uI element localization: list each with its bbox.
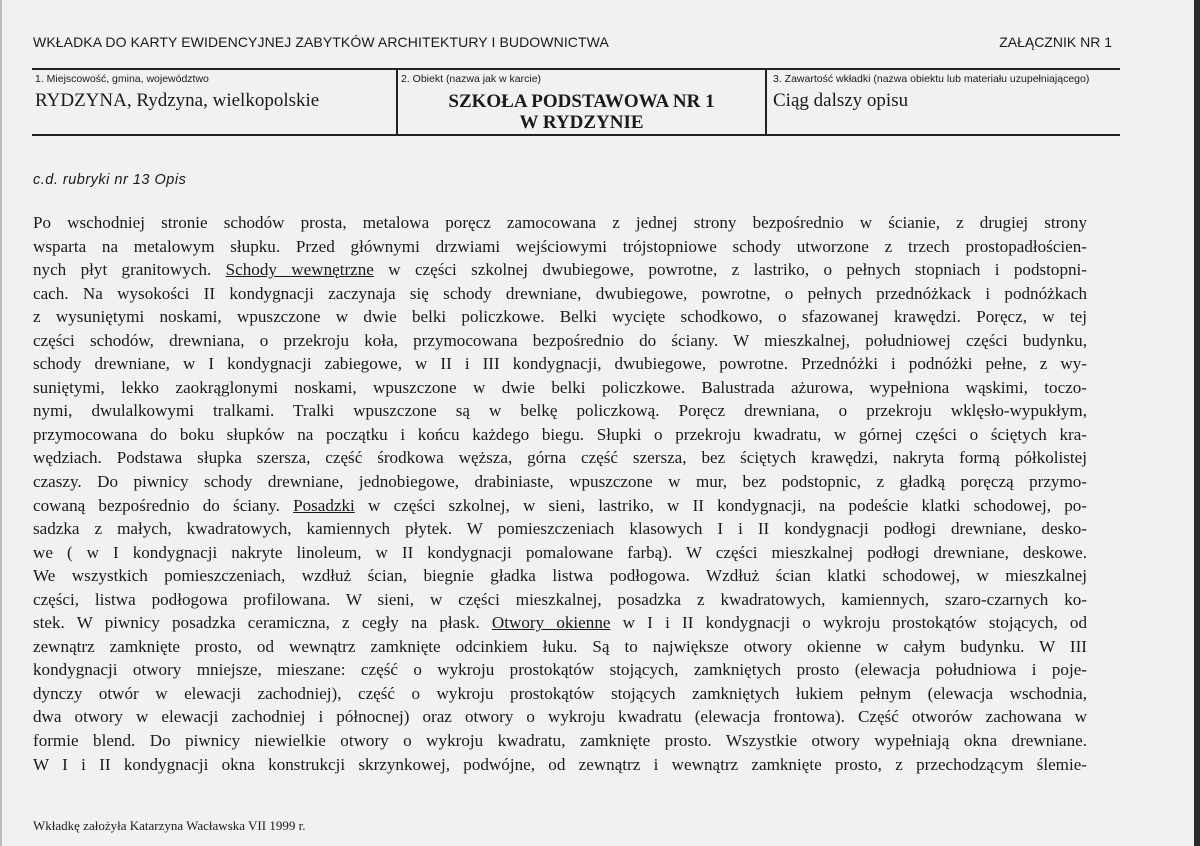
text-line: zewnątrz zamknięte prosto, od wewnątrz zamknięte odcinkiem łuku. Są to największe otwory okienne w całym budynku. W III bbox=[33, 636, 1087, 656]
text-line: dynczy otwór w elewacji zachodniej), część o wykroju prostokątów stojących zamkniętych łukiem pełnym (elewacja wschodnia, bbox=[33, 683, 1087, 703]
text-line: suniętymi, lekko zaokrąglonymi noskami, wpuszczone w dwie belki policzkowe. Balustrada ażurowa, wypełniona wąskimi, toczo- bbox=[33, 377, 1087, 397]
text-run: stek. W piwnicy posadzka ceramiczna, z cegły na płask. bbox=[33, 613, 492, 633]
author-footer: Wkładkę założyła Katarzyna Wacławska VII 1999 r. bbox=[33, 818, 306, 833]
text-run: nych płyt granitowych. bbox=[33, 260, 226, 280]
header-fields-table bbox=[32, 68, 1120, 136]
underlined-heading-windows: Otwory okienne bbox=[491, 613, 611, 633]
text-line: cach. Na wysokości II kondygnacji zaczynaja się schody drewniane, dwubiegowe, powrotne, o pełnych przednóżkack i podnóżkach bbox=[33, 283, 1087, 303]
field-location-value: RYDZYNA, Rydzyna, wielkopolskie bbox=[35, 90, 320, 111]
scan-edge-left bbox=[0, 0, 2, 846]
text-run: w części szkolnej, w sieni, lastriko, w II kondygnacji, na podeście klatki schodowej, po- bbox=[354, 495, 1087, 515]
document-title: WKŁADKA DO KARTY EWIDENCYJNEJ ZABYTKÓW ARCHITEKTURY I BUDOWNICTWA bbox=[33, 34, 609, 50]
text-line: części schodów, drewniana, o przekroju koła, przymocowana bezpośrednio do ściany. W mieszkalnej, południowej części budynku, bbox=[33, 330, 1087, 350]
text-run: cowaną bezpośrednio do ściany. bbox=[33, 495, 294, 515]
text-line bbox=[33, 494, 1087, 518]
field-object bbox=[396, 70, 765, 134]
text-line: W I i II kondygnacji okna konstrukcji skrzynkowej, podwójne, od zewnątrz i wewnątrz zamknięte prosto, z przechodzącym ślemie- bbox=[33, 754, 1087, 774]
field-object-value-line1: SZKOŁA PODSTAWOWA NR 1 bbox=[448, 91, 715, 112]
text-line bbox=[33, 258, 1087, 282]
underlined-heading-stairs: Schody wewnętrzne bbox=[225, 260, 374, 280]
text-line: z wysuniętymi noskami, wpuszczone w dwie belki policzkowe. Belki wycięte schodkowo, o sfazowanej krawędzi. Poręcz, w tej bbox=[33, 307, 1087, 327]
text-line: kondygnacji otwory mniejsze, mieszane: część o wykroju prostokątów stojących, zamkniętych prosto (elewacja południowa i poje- bbox=[33, 660, 1087, 680]
text-line: schody drewniane, w I kondygnacji zabiegowe, w II i III kondygnacji, dwubiegowe, powrotne. Przednóżki i podnóżki pełne, z wy- bbox=[33, 354, 1087, 374]
field-location-label: 1. Miejscowość, gmina, województwo bbox=[35, 73, 209, 85]
field-contents-label: 3. Zawartość wkładki (nazwa obiektu lub materiału uzupełniającego) bbox=[773, 73, 1090, 85]
field-contents-value: Ciąg dalszy opisu bbox=[773, 90, 909, 111]
text-line: czaszy. Do piwnicy schody drewniane, jednobiegowe, drabiniaste, wpuszczone w mur, bez podstopnic, z gładką poręczą przymo- bbox=[33, 472, 1087, 492]
text-run: w części szkolnej dwubiegowe, powrotne, z lastriko, o pełnych stopniach i podstopni- bbox=[373, 260, 1087, 280]
text-run: w I i II kondygnacji o wykroju prostokątów stojących, od bbox=[610, 613, 1088, 633]
description-body bbox=[33, 211, 1087, 776]
text-line: We wszystkich pomieszczeniach, wzdłuż ścian, biegnie gładka listwa podłogowa. Wzdłuż ścian klatki schodowej, w mieszkalnej bbox=[33, 566, 1087, 586]
scan-edge-right bbox=[1194, 0, 1200, 846]
text-line: formie blend. Do piwnicy niewielkie otwory o wykroju kwadratu, zamknięte prosto. Wszystkie otwory wypełniają okna drewniane. bbox=[33, 731, 1087, 751]
text-line bbox=[33, 611, 1087, 635]
continuation-note: c.d. rubryki nr 13 Opis bbox=[33, 172, 187, 188]
field-object-value-line2: W RYDZYNIE bbox=[519, 112, 644, 133]
field-location bbox=[32, 70, 396, 134]
text-line: wsparta na metalowym słupku. Przed głównymi drzwiami wejściowymi trójstopniowe schody utworzone z trzech prostopadłościen- bbox=[33, 236, 1087, 256]
text-line: dwa otwory w elewacji zachodniej i północnej) oraz otwory o wykroju kwadratu (elewacja frontowa). Część otworów zachowana w bbox=[33, 707, 1087, 727]
field-object-label: 2. Obiekt (nazwa jak w karcie) bbox=[401, 73, 542, 85]
text-line: Po wschodniej stronie schodów prosta, metalowa poręcz zamocowana z jednej strony bezpośrednio w ścianie, z drugiej strony bbox=[33, 213, 1087, 232]
text-line: części, listwa podłogowa profilowana. W sieni, w części mieszkalnej, posadzka z kwadratowych, kamiennych, szaro-czarnych ko- bbox=[33, 589, 1087, 609]
field-contents bbox=[765, 70, 1120, 134]
text-line: we ( w I kondygnacji nakryte linoleum, w II kondygnacji pomalowane farbą). W części mieszkalnej podłogi drewniane, deskowe. bbox=[33, 542, 1087, 562]
underlined-heading-floors: Posadzki bbox=[293, 495, 355, 515]
annex-number: ZAŁĄCZNIK NR 1 bbox=[999, 34, 1112, 50]
text-line: wędziach. Podstawa słupka szersza, część środkowa węższa, górna część szersza, bez ściętych krawędzi, nakryta formą półkolistej bbox=[33, 448, 1087, 468]
text-line: przymocowana do boku słupków na początku i końcu każdego biegu. Słupki o przekroju kwadratu, w górnej części o ściętych kra- bbox=[33, 424, 1087, 444]
text-line: nymi, dwulalkowymi tralkami. Tralki wpuszczone są w belkę policzkową. Poręcz drewniana, o przekroju wklęsło-wypukłym, bbox=[33, 401, 1087, 421]
field-object-value bbox=[398, 91, 765, 133]
text-line: sadzka z małych, kwadratowych, kamiennych płytek. W pomieszczeniach klasowych I i II kondygnacji podłogi drewniane, desko- bbox=[33, 519, 1087, 539]
